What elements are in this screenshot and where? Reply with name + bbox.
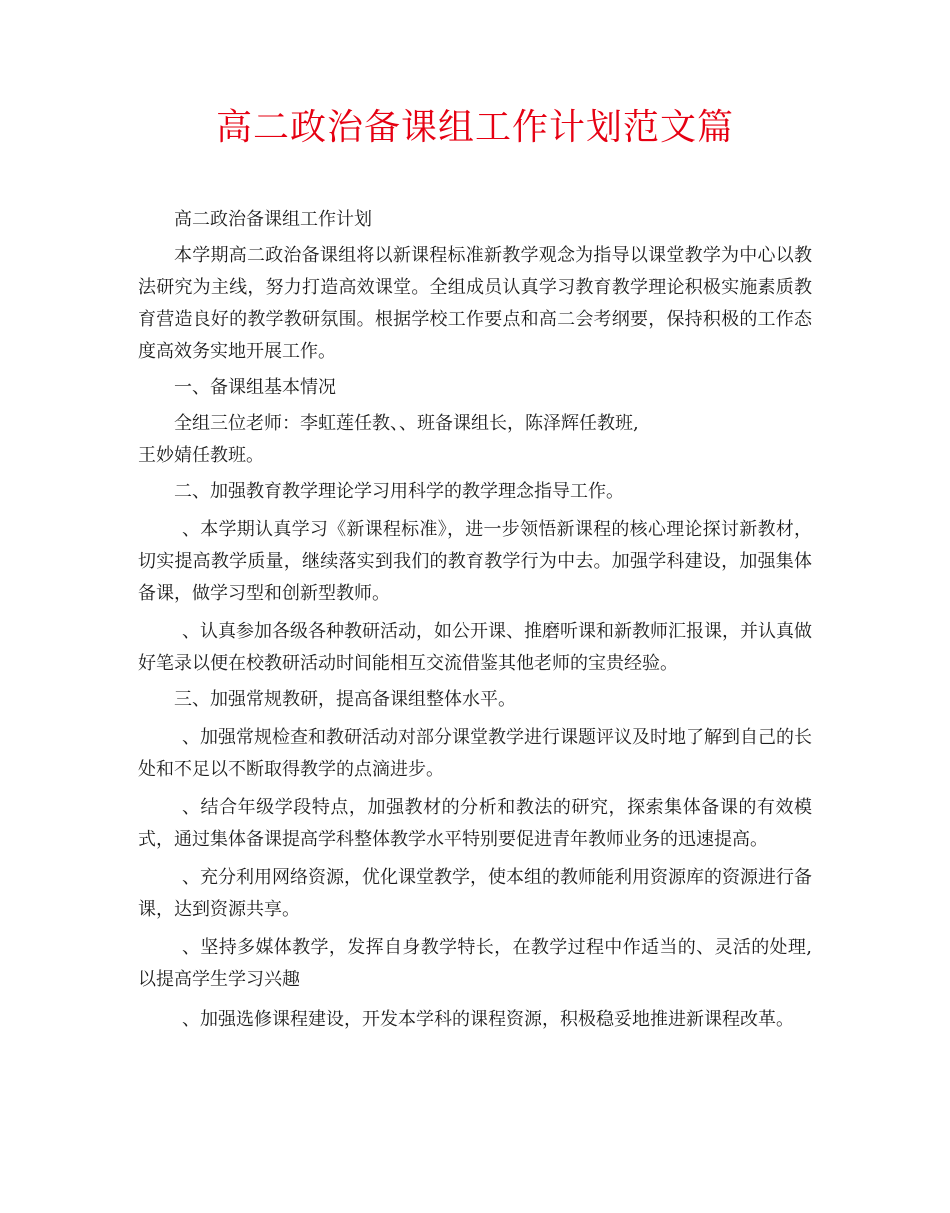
section2-item-1: 、本学期认真学习《新课程标准》，进一步领悟新课程的核心理论探讨新教材，切实提高教学质量，继续落实到我们的教育教学行为中去。加强学科建设，加强集体备课，做学习型和创新型教师。 xyxy=(138,519,812,604)
section3-item-5: 、加强选修课程建设，开发本学科的课程资源，积极稳妥地推进新课程改革。 xyxy=(182,1009,794,1030)
intro-paragraph: 本学期高二政治备课组将以新课程标准新教学观念为指导以课堂教学为中心以教法研究为主线，努力打造高效课堂。全组成员认真学习教育教学理论积极实施素质教育营造良好的教学教研氛围。根据学校工作要点和高二会考纲要，保持积极的工作态度高效务实地开展工作。 xyxy=(138,245,812,362)
document-body xyxy=(138,204,812,1036)
section3-item-1: 、加强常规检查和教研活动对部分课堂教学进行课题评议及时地了解到自己的长处和不足以不断取得教学的点滴进步。 xyxy=(138,727,812,780)
section2-item-2: 、认真参加各级各种教研活动，如公开课、推磨听课和新教师汇报课，并认真做好笔录以便在校教研活动时间能相互交流借鉴其他老师的宝贵经验。 xyxy=(138,621,812,674)
section3-item-3: 、充分利用网络资源，优化课堂教学，使本组的教师能利用资源库的资源进行备课，达到资源共享。 xyxy=(138,867,812,920)
section3-item-4: 、坚持多媒体教学，发挥自身教学特长，在教学过程中作适当的、灵活的处理, 以提高学生学习兴趣 xyxy=(138,937,812,990)
document-subtitle: 高二政治备课组工作计划 xyxy=(174,209,372,230)
section1-heading: 一、备课组基本情况 xyxy=(174,377,336,398)
section1-line1: 全组三位老师：李虹莲任教、、班备课组长，陈泽辉任教班, xyxy=(174,413,639,434)
section3-item-2: 、结合年级学段特点，加强教材的分析和教法的研究，探索集体备课的有效模式，通过集体备课提高学科整体教学水平特别要促进青年教师业务的迅速提高。 xyxy=(138,797,812,850)
section1-line2: 王妙婧任教班。 xyxy=(138,445,264,466)
section2-heading: 二、加强教育教学理论学习用科学的教学理念指导工作。 xyxy=(174,481,624,502)
document-title: 高二政治备课组工作计划范文篇 xyxy=(215,107,734,148)
section3-heading: 三、加强常规教研，提高备课组整体水平。 xyxy=(174,689,516,710)
